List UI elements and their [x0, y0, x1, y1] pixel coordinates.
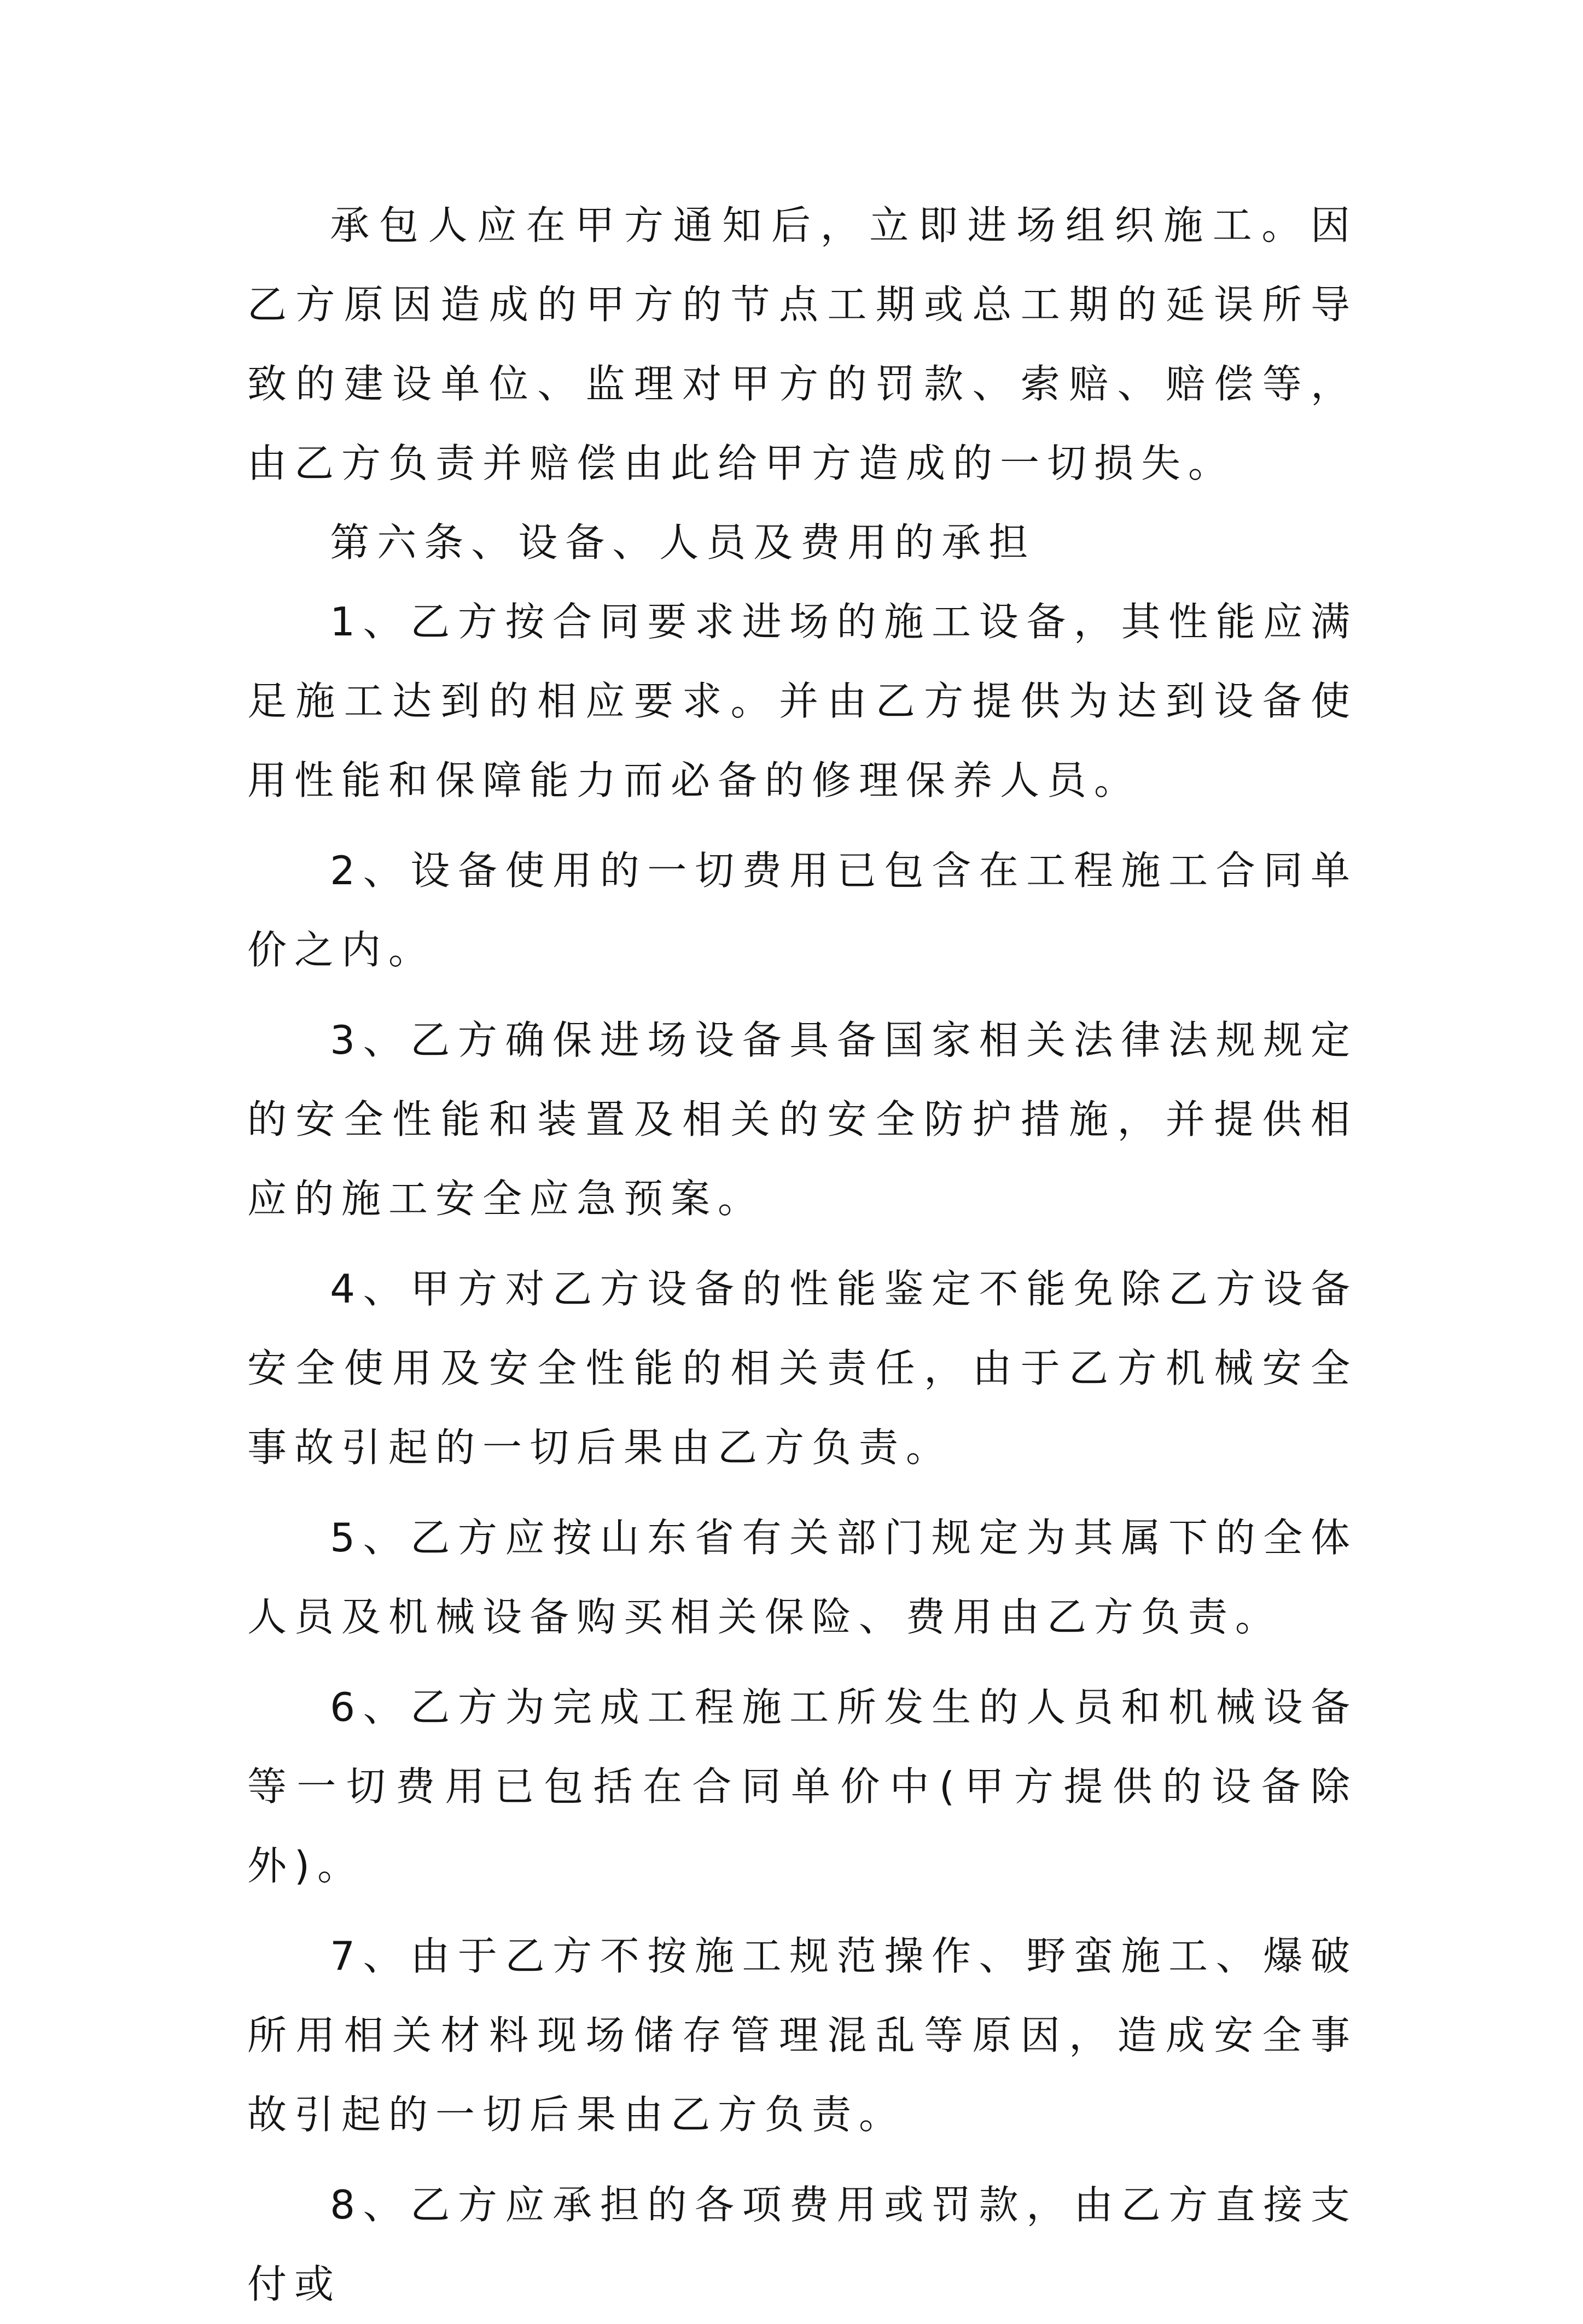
paragraph-clause-5: 5、乙方应按山东省有关部门规定为其属下的全体人员及机械设备购买相关保险、费用由乙方负责。 — [247, 1515, 1358, 1640]
paragraph-delay-liability: 承包人应在甲方通知后，立即进场组织施工。因乙方原因造成的甲方的节点工期或总工期的延误所导致的建设单位、监理对甲方的罚款、索赔、赔偿等，由乙方负责并赔偿由此给甲方造成的一切损失。 — [247, 202, 1358, 486]
article-six-heading: 第六条、设备、人员及费用的承担 — [330, 519, 1036, 565]
document-body — [247, 186, 1358, 2324]
paragraph-clause-6: 6、乙方为完成工程施工所发生的人员和机械设备等一切费用已包括在合同单价中(甲方提供的设备除外)。 — [247, 1684, 1358, 1889]
paragraph-clause-8: 8、乙方应承担的各项费用或罚款，由乙方直接支付或 — [247, 2182, 1358, 2307]
paragraph-clause-1: 1、乙方按合同要求进场的施工设备，其性能应满足施工达到的相应要求。并由乙方提供为达到设备使用性能和保障能力而必备的修理保养人员。 — [247, 599, 1358, 803]
paragraph-clause-7: 7、由于乙方不按施工规范操作、野蛮施工、爆破所用相关材料现场储存管理混乱等原因，造成安全事故引起的一切后果由乙方负责。 — [247, 1933, 1358, 2138]
paragraph-clause-2: 2、设备使用的一切费用已包含在工程施工合同单价之内。 — [247, 848, 1358, 973]
paragraph-clause-3: 3、乙方确保进场设备具备国家相关法律法规规定的安全性能和装置及相关的安全防护措施，并提供相应的施工安全应急预案。 — [247, 1017, 1358, 1222]
paragraph-clause-4: 4、甲方对乙方设备的性能鉴定不能免除乙方设备安全使用及安全性能的相关责任，由于乙方机械安全事故引起的一切后果由乙方负责。 — [247, 1266, 1358, 1470]
